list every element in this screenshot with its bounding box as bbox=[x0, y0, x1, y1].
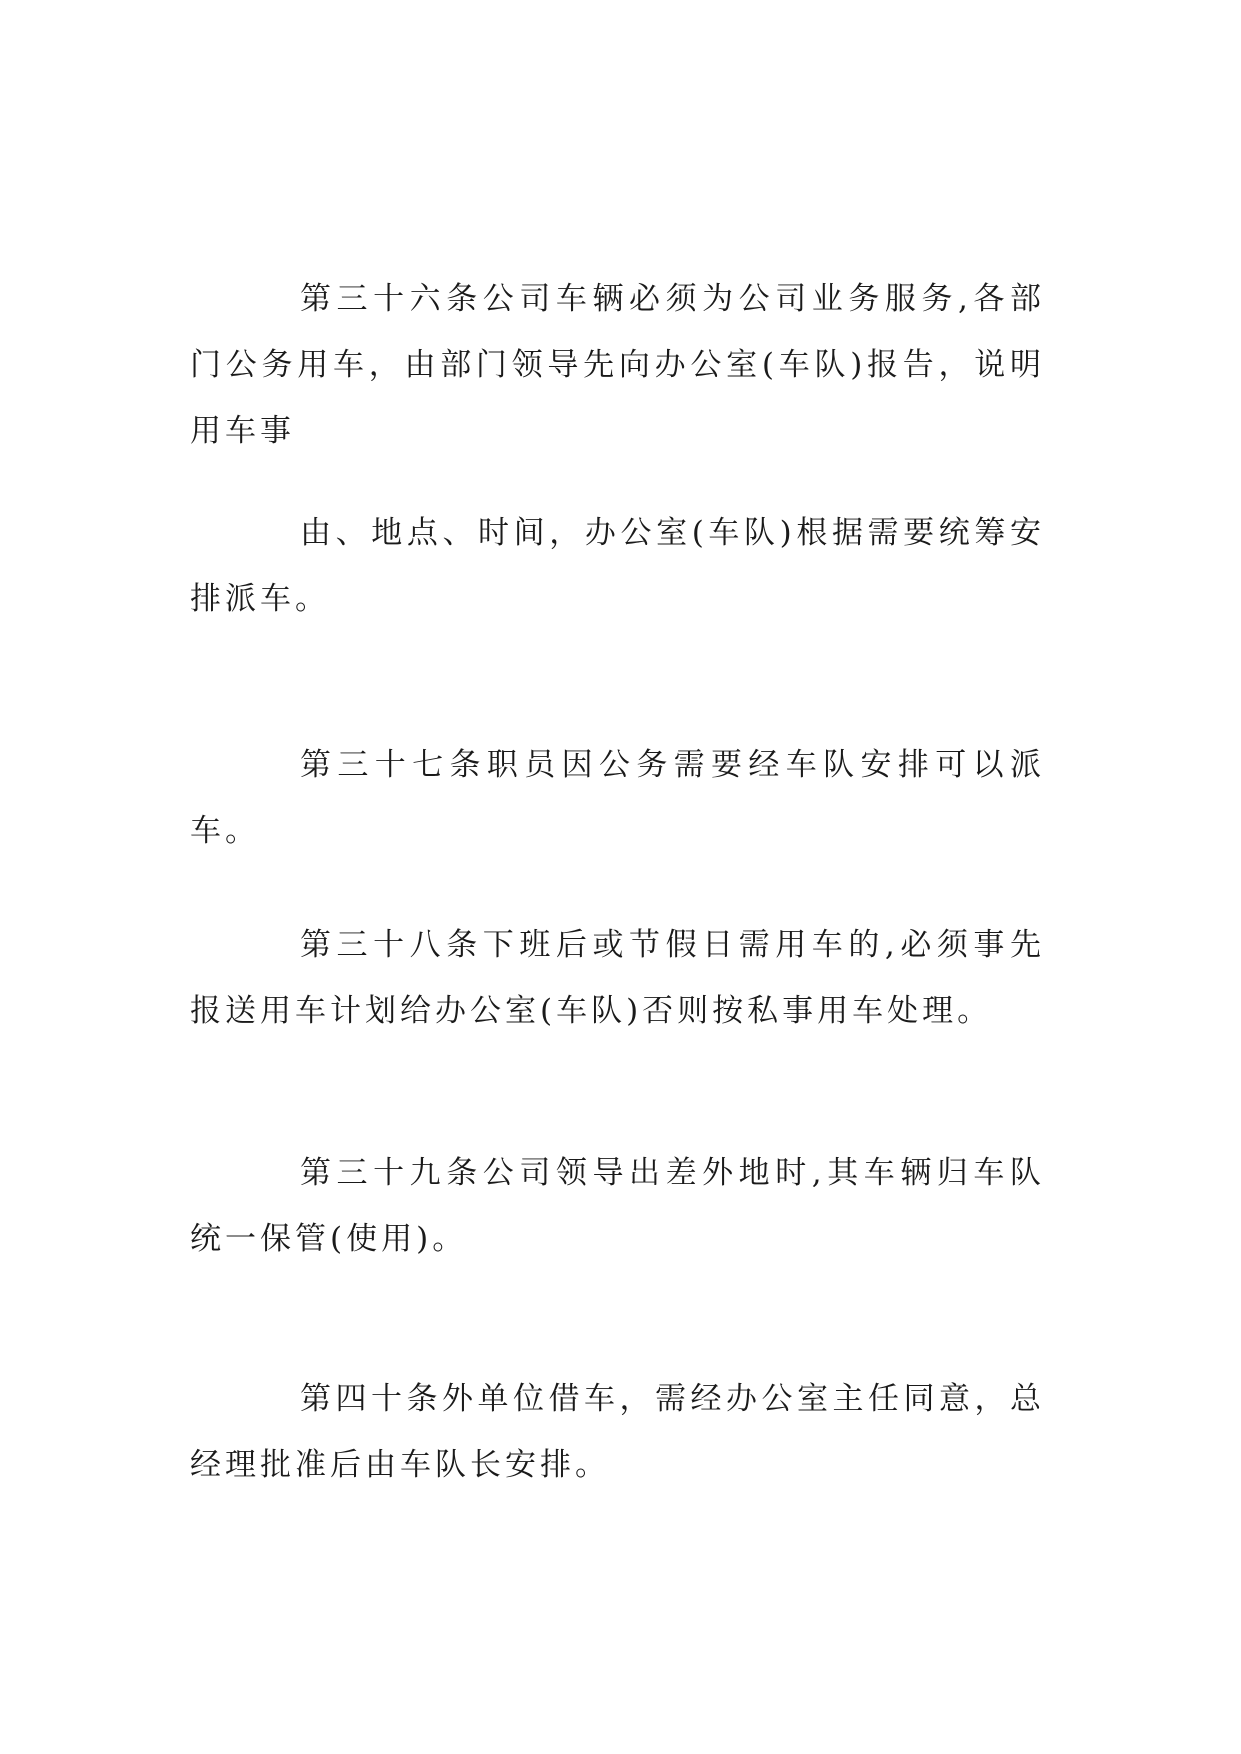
paragraph-article-38: 第三十八条下班后或节假日需用车的,必须事先报送用车计划给办公室(车队)否则按私事用车处理。 bbox=[190, 927, 1045, 1029]
paragraph-article-40: 第四十条外单位借车，需经办公室主任同意，总经理批准后由车队长安排。 bbox=[190, 1381, 1045, 1483]
paragraph-article-39: 第三十九条公司领导出差外地时,其车辆归车队统一保管(使用)。 bbox=[190, 1155, 1045, 1257]
paragraph-article-37: 第三十七条职员因公务需要经车队安排可以派车。 bbox=[190, 747, 1045, 849]
paragraph-article-36: 第三十六条公司车辆必须为公司业务服务,各部门公务用车，由部门领导先向办公室(车队)报告，说明用车事 bbox=[190, 281, 1045, 449]
paragraph-article-36-continued: 由、地点、时间，办公室(车队)根据需要统筹安排派车。 bbox=[190, 515, 1045, 617]
